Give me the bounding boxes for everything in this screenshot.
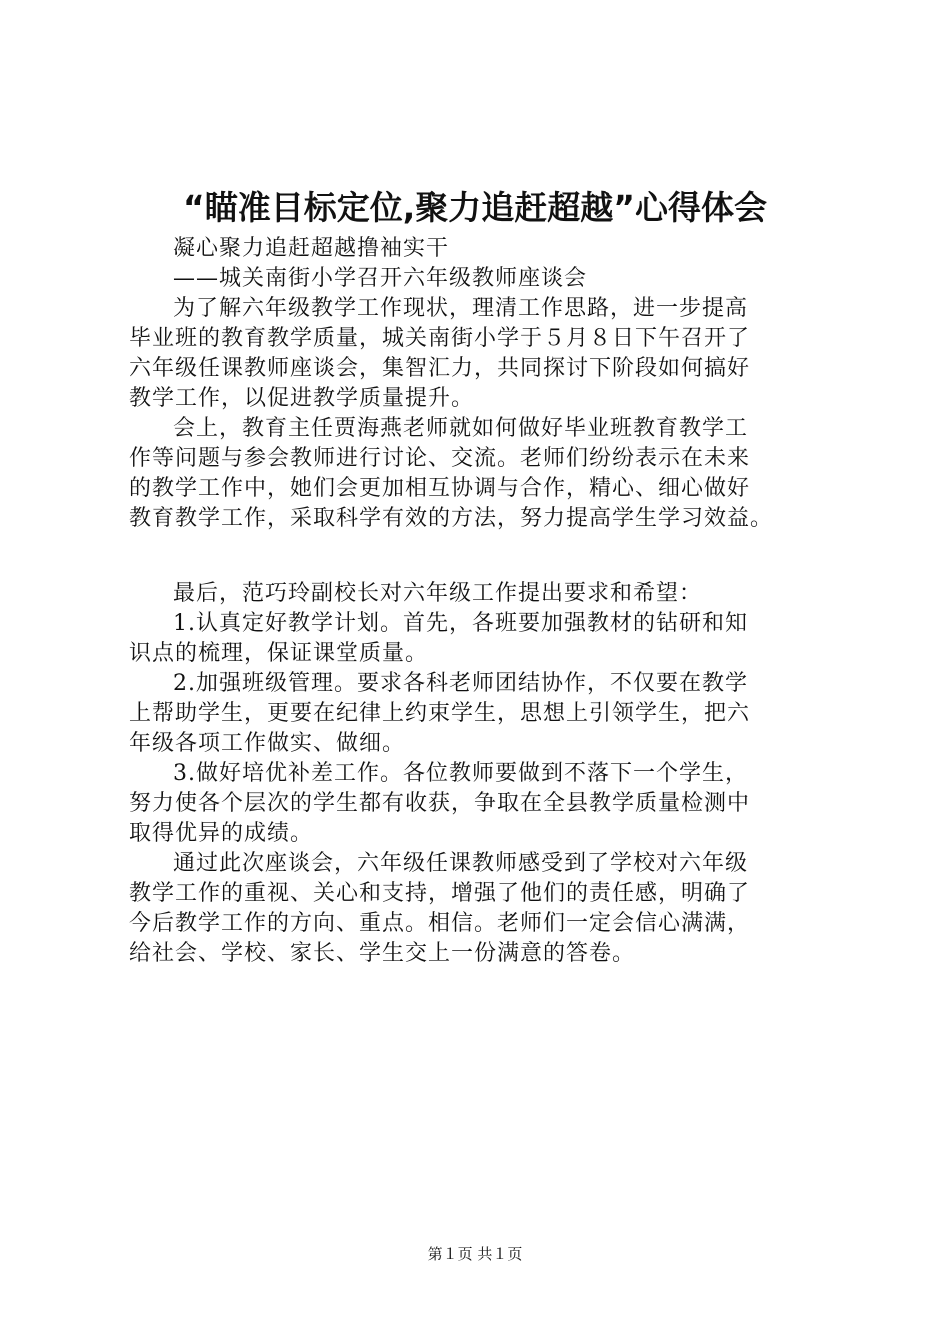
paragraph-line: 通过此次座谈会，六年级任课教师感受到了学校对六年级 xyxy=(173,851,749,876)
list-item-1 xyxy=(129,609,831,669)
paragraph-line: 努力使各个层次的学生都有收获，争取在全县教学质量检测中 xyxy=(129,791,751,816)
paragraph-line: 为了解六年级教学工作现状，理清工作思路，进一步提高 xyxy=(173,296,749,321)
paragraph-line: 教学工作的重视、关心和支持，增强了他们的责任感，明确了 xyxy=(129,881,751,906)
paragraph-line: 六年级任课教师座谈会，集智汇力，共同探讨下阶段如何搞好 xyxy=(129,356,751,381)
paragraph-line: 作等问题与参会教师进行讨论、交流。老师们纷纷表示在未来 xyxy=(129,446,751,471)
paragraph-line: 1.认真定好教学计划。首先，各班要加强教材的钻研和知 xyxy=(173,611,748,636)
page-number-footer: 第１页 共１页 xyxy=(427,1245,523,1263)
paragraph-line: 给社会、学校、家长、学生交上一份满意的答卷。 xyxy=(129,941,636,966)
paragraph-requirements xyxy=(129,579,831,609)
document-title: “瞄准目标定位,聚力追赶超越”心得体会 xyxy=(183,188,767,227)
paragraph-line: 取得优异的成绩。 xyxy=(129,821,314,846)
paragraph-meeting xyxy=(129,414,831,534)
paragraph-line: 毕业班的教育教学质量，城关南街小学于５月８日下午召开了 xyxy=(129,326,751,351)
paragraph-line: 会上，教育主任贾海燕老师就如何做好毕业班教育教学工 xyxy=(173,416,749,441)
paragraph-line: 最后，范巧玲副校长对六年级工作提出要求和希望： xyxy=(173,581,703,606)
paragraph-line: 2.加强班级管理。要求各科老师团结协作，不仅要在教学 xyxy=(173,671,748,696)
list-item-3 xyxy=(129,759,831,849)
paragraph-line: 教学工作，以促进教学质量提升。 xyxy=(129,386,475,411)
subtitle-line-2: ——城关南街小学召开六年级教师座谈会 xyxy=(173,266,588,291)
paragraph-line: 的教学工作中，她们会更加相互协调与合作，精心、细心做好 xyxy=(129,476,751,501)
paragraph-line: 识点的梳理，保证课堂质量。 xyxy=(129,641,429,666)
paragraph-line: 今后教学工作的方向、重点。相信。老师们一定会信心满满， xyxy=(129,911,751,936)
paragraph-intro xyxy=(129,294,831,414)
blank-line xyxy=(129,534,831,579)
list-item-2 xyxy=(129,669,831,759)
paragraph-line: 教育教学工作，采取科学有效的方法，努力提高学生学习效益。 xyxy=(129,506,774,531)
subtitle-line: 凝心聚力追赶超越撸袖实干 xyxy=(173,236,450,261)
paragraph-conclusion xyxy=(129,849,831,969)
paragraph-line: 上帮助学生，更要在纪律上约束学生，思想上引领学生，把六 xyxy=(129,701,751,726)
paragraph-line: 3.做好培优补差工作。各位教师要做到不落下一个学生， xyxy=(173,761,748,786)
paragraph-line: 年级各项工作做实、做细。 xyxy=(129,731,406,756)
document-body xyxy=(129,234,831,969)
